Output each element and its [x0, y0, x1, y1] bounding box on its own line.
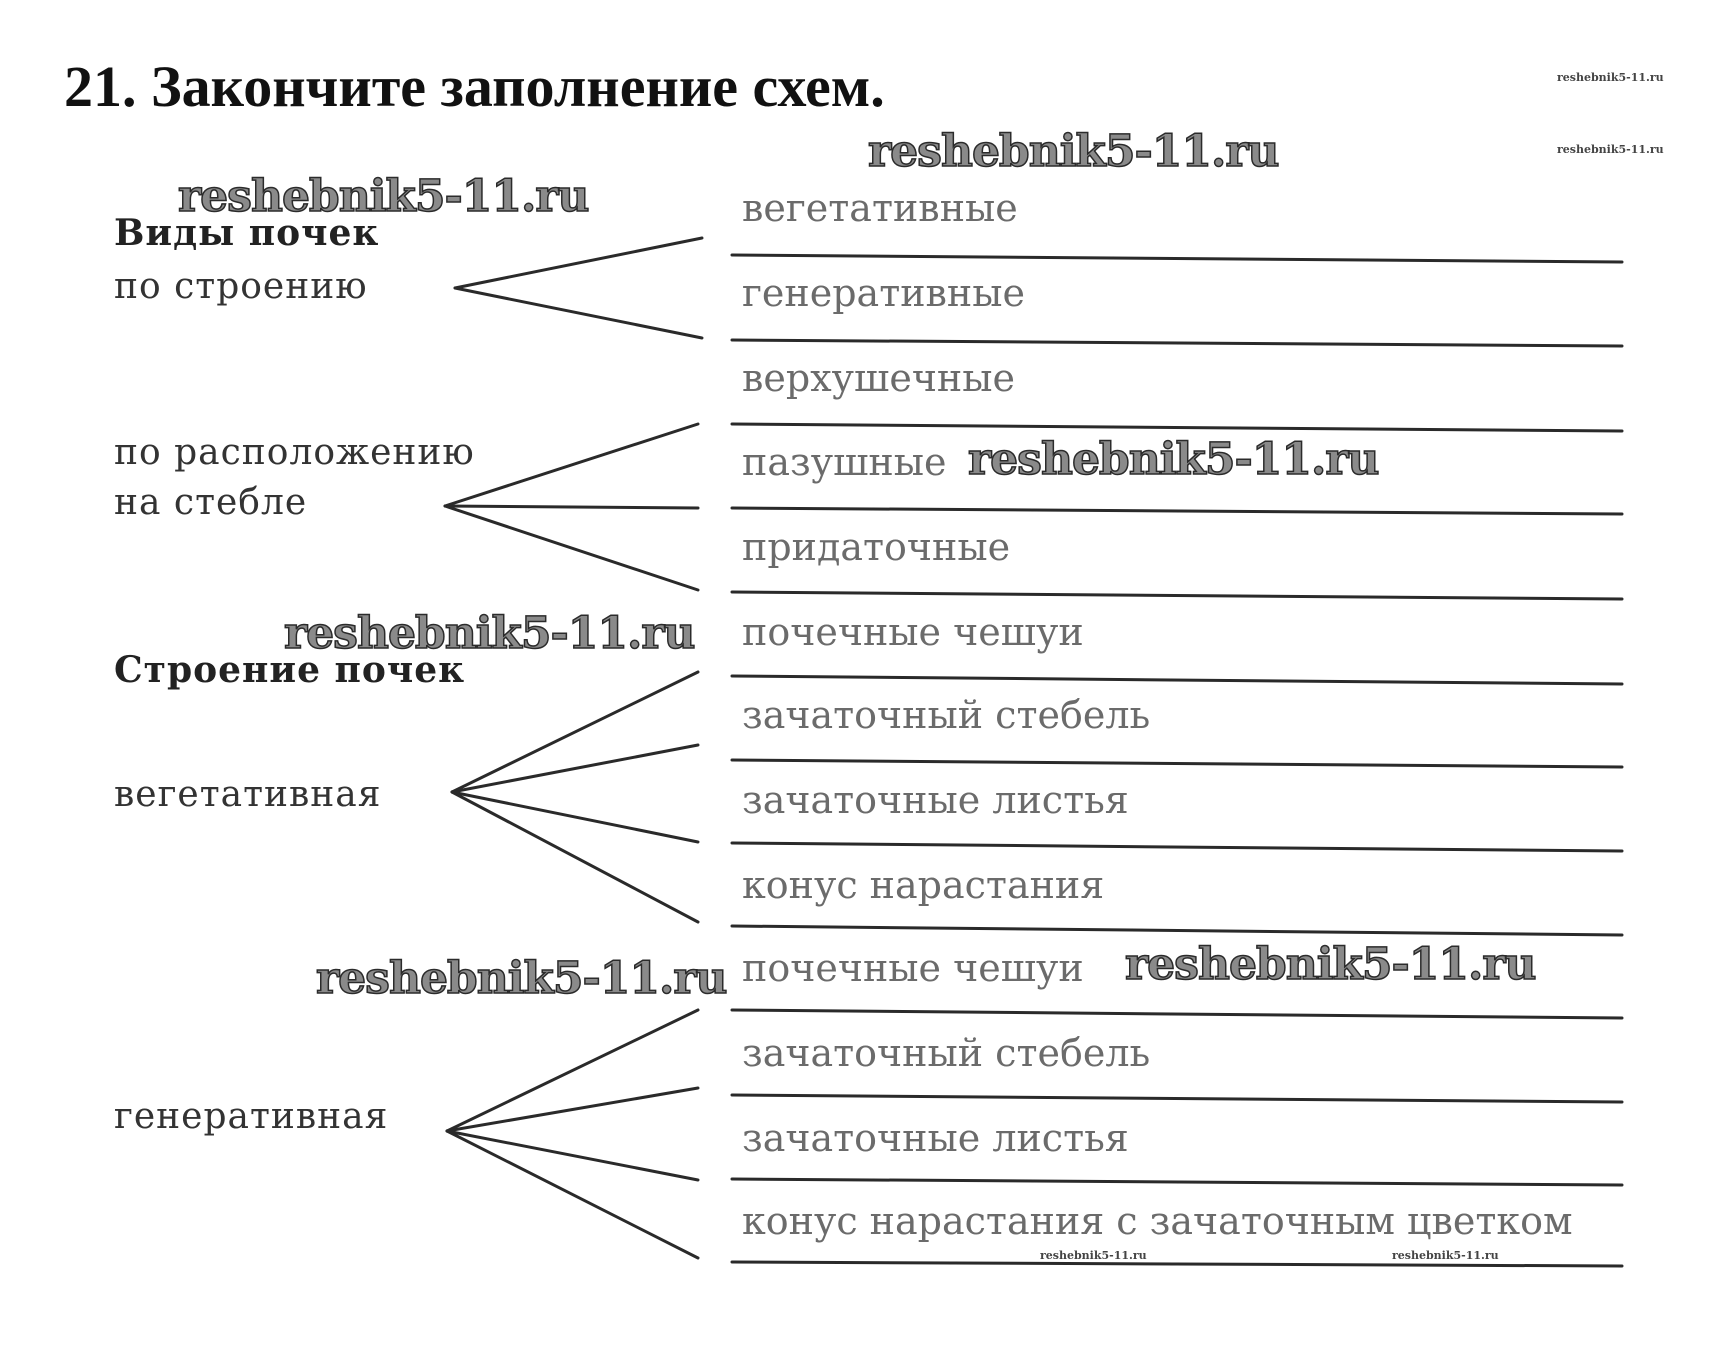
answer-line-4 — [732, 508, 1622, 514]
watermark-small: reshebnik5-11.ru — [1040, 1249, 1147, 1262]
watermark: reshebnik5-11.ru — [868, 126, 1279, 177]
answer-4: пазушные — [742, 440, 947, 484]
answer-3: верхушечные — [742, 356, 1015, 400]
answer-11: зачаточный стебель — [742, 1031, 1151, 1075]
answer-line-9 — [732, 926, 1622, 935]
branch-vegetative-1 — [452, 672, 698, 792]
heading-bud-structure: Строение почек — [114, 649, 466, 691]
branch-generative-4 — [447, 1131, 698, 1258]
watermark-small: reshebnik5-11.ru — [1392, 1249, 1499, 1262]
branch-generative-2 — [447, 1088, 698, 1131]
answer-line-13 — [732, 1262, 1622, 1266]
answer-line-2 — [732, 340, 1622, 346]
answer-12: зачаточные листья — [742, 1116, 1129, 1160]
branch-vegetative-4 — [452, 792, 698, 922]
branch-location-2 — [445, 506, 698, 508]
label-vegetative: вегетативная — [114, 774, 382, 815]
answer-line-1 — [732, 255, 1622, 262]
answer-5: придаточные — [742, 525, 1011, 569]
answer-6: почечные чешуи — [742, 610, 1084, 654]
branch-location-1 — [445, 424, 698, 506]
answer-7: зачаточный стебель — [742, 693, 1151, 737]
watermark-small: reshebnik5-11.ru — [1557, 143, 1664, 156]
branch-structure-1 — [455, 238, 702, 288]
branch-location-3 — [445, 506, 698, 590]
watermark-small: reshebnik5-11.ru — [1557, 71, 1664, 84]
answer-line-12 — [732, 1179, 1622, 1185]
answer-line-8 — [732, 843, 1622, 851]
branch-generative-3 — [447, 1131, 698, 1180]
page-title: 21. Закончите заполнение схем. — [64, 54, 885, 119]
branch-generative-1 — [447, 1010, 698, 1131]
label-by-location-2: на стебле — [114, 482, 308, 523]
answer-9: конус нарастания — [742, 863, 1105, 907]
label-by-structure: по строению — [114, 266, 368, 307]
label-generative: генеративная — [114, 1096, 389, 1137]
answer-1: вегетативные — [742, 186, 1018, 230]
answer-line-11 — [732, 1095, 1622, 1102]
answer-8: зачаточные листья — [742, 778, 1129, 822]
answer-line-6 — [732, 676, 1622, 684]
watermark: reshebnik5-11.ru — [968, 434, 1379, 485]
answer-line-10 — [732, 1010, 1622, 1018]
watermark: reshebnik5-11.ru — [1125, 939, 1536, 990]
heading-bud-types: Виды почек — [114, 212, 380, 254]
answer-line-7 — [732, 760, 1622, 767]
label-by-location-1: по расположению — [114, 432, 475, 473]
answer-line-5 — [732, 592, 1622, 599]
watermark: reshebnik5-11.ru — [284, 608, 695, 659]
branch-vegetative-2 — [452, 745, 698, 792]
branch-vegetative-3 — [452, 792, 698, 842]
answer-line-3 — [732, 424, 1622, 431]
watermark: reshebnik5-11.ru — [178, 171, 589, 222]
watermark: reshebnik5-11.ru — [316, 953, 727, 1004]
answer-2: генеративные — [742, 271, 1025, 315]
branch-structure-2 — [455, 288, 702, 338]
answer-13: конус нарастания с зачаточным цветком — [742, 1199, 1573, 1243]
answer-10: почечные чешуи — [742, 946, 1084, 990]
